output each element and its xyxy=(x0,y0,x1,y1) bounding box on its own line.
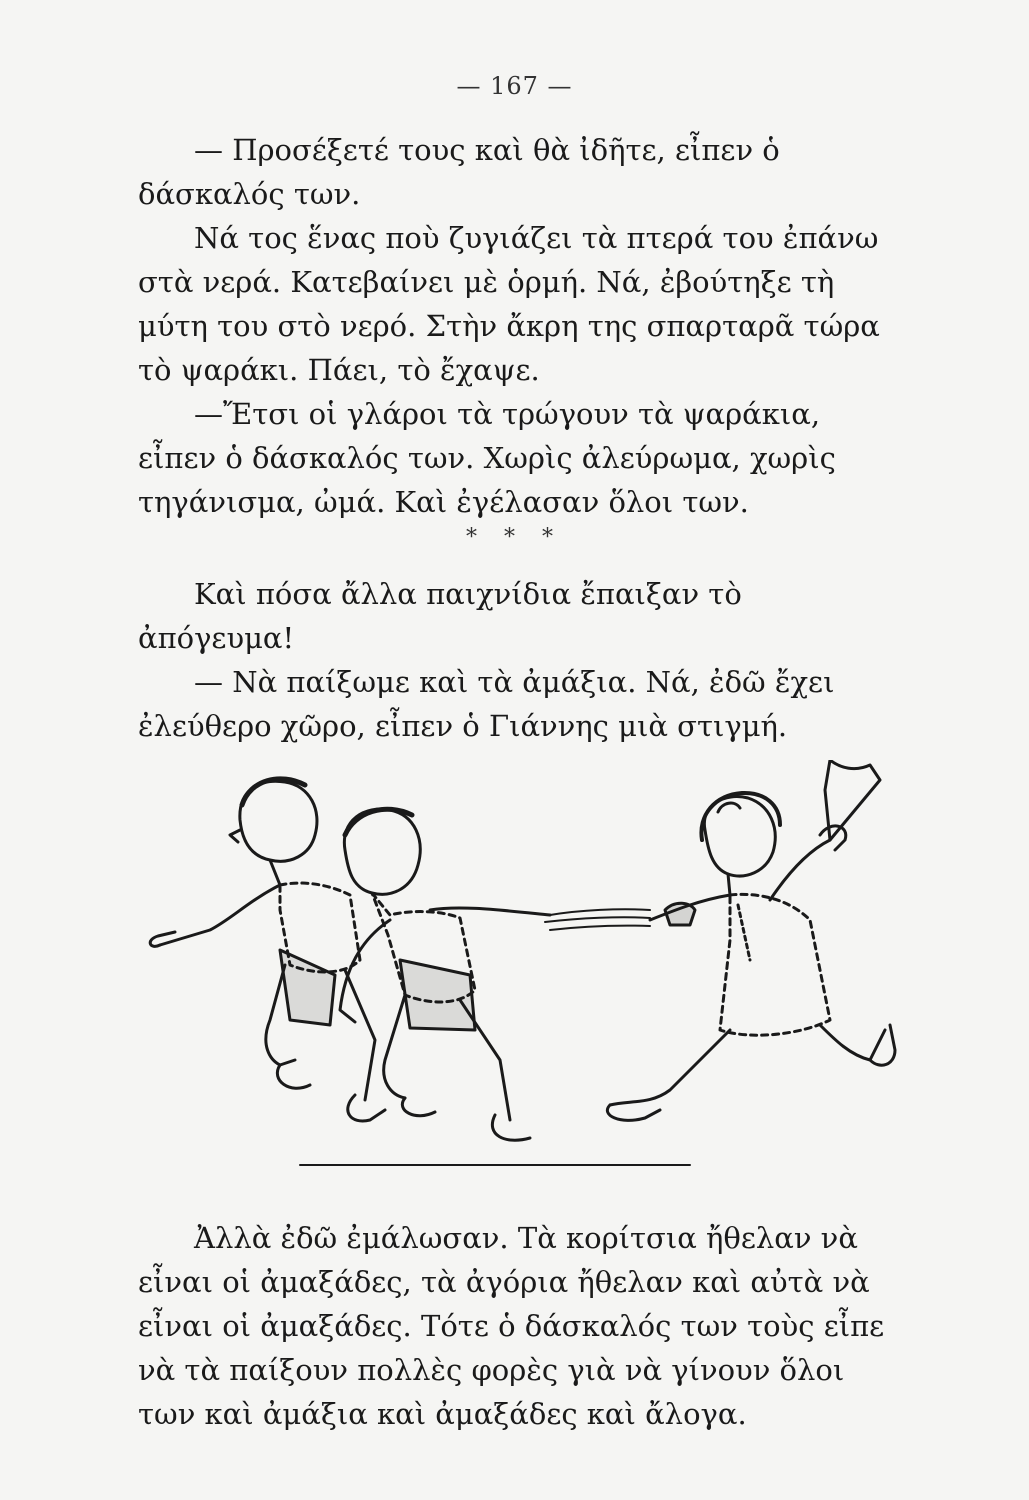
text-block-bottom xyxy=(138,1216,890,1436)
paragraph: —Ἔτσι οἱ γλάροι τὰ τρώγουν τὰ ψαράκια, εἶπεν ὁ δάσκαλός των. Χωρὶς ἀλεύρωμα, χωρὶς τηγάνισμα, ὠμά. Καὶ ἐγέλασαν ὅλοι των. xyxy=(138,397,836,519)
paragraph: — Νὰ παίξωμε καὶ τὰ ἀμάξια. Νά, ἐδῶ ἔχει ἐλεύθερο χῶρο, εἶπεν ὁ Γιάννης μιὰ στιγμή. xyxy=(138,665,835,743)
paragraph: Νά τος ἕνας ποὺ ζυγιάζει τὰ πτερά του ἐπάνω στὰ νερά. Κατεβαίνει μὲ ὁρμή. Νά, ἐβούτηξε τὴ μύτη του στὸ νερό. Στὴν ἄκρη της σπαρταρᾶ τώρα τὸ ψαράκι. Πάει, τὸ ἔχαψε. xyxy=(138,221,880,387)
section-separator: * * * xyxy=(466,525,563,550)
text-block-middle xyxy=(138,572,890,748)
paragraph: — Προσέξετέ τους καὶ θὰ ἰδῆτε, εἶπεν ὁ δάσκαλός των. xyxy=(138,133,780,211)
paragraph: Ἀλλὰ ἐδῶ ἐμάλωσαν. Τὰ κορίτσια ἤθελαν νὰ εἶναι οἱ ἀμαξάδες, τὰ ἀγόρια ἤθελαν καὶ αὐτὰ νὰ εἶναι οἱ ἀμαξάδες. Τότε ὁ δάσκαλός των τοὺς εἶπε νὰ τὰ παίξουν πολλὲς φορὲς γιὰ νὰ γίνουν ὅλοι των καὶ ἀμάξια καὶ ἀμαξάδες καὶ ἄλογα. xyxy=(138,1221,885,1431)
paragraph: Καὶ πόσα ἄλλα παιχνίδια ἔπαιξαν τὸ ἀπόγευμα! xyxy=(138,577,742,655)
page-number: — 167 — xyxy=(456,72,573,100)
text-block-top xyxy=(138,128,890,524)
reins xyxy=(545,909,650,930)
girl-figure xyxy=(607,760,895,1120)
children-playing-illustration xyxy=(130,760,900,1180)
boy-figure-2 xyxy=(340,809,550,1140)
